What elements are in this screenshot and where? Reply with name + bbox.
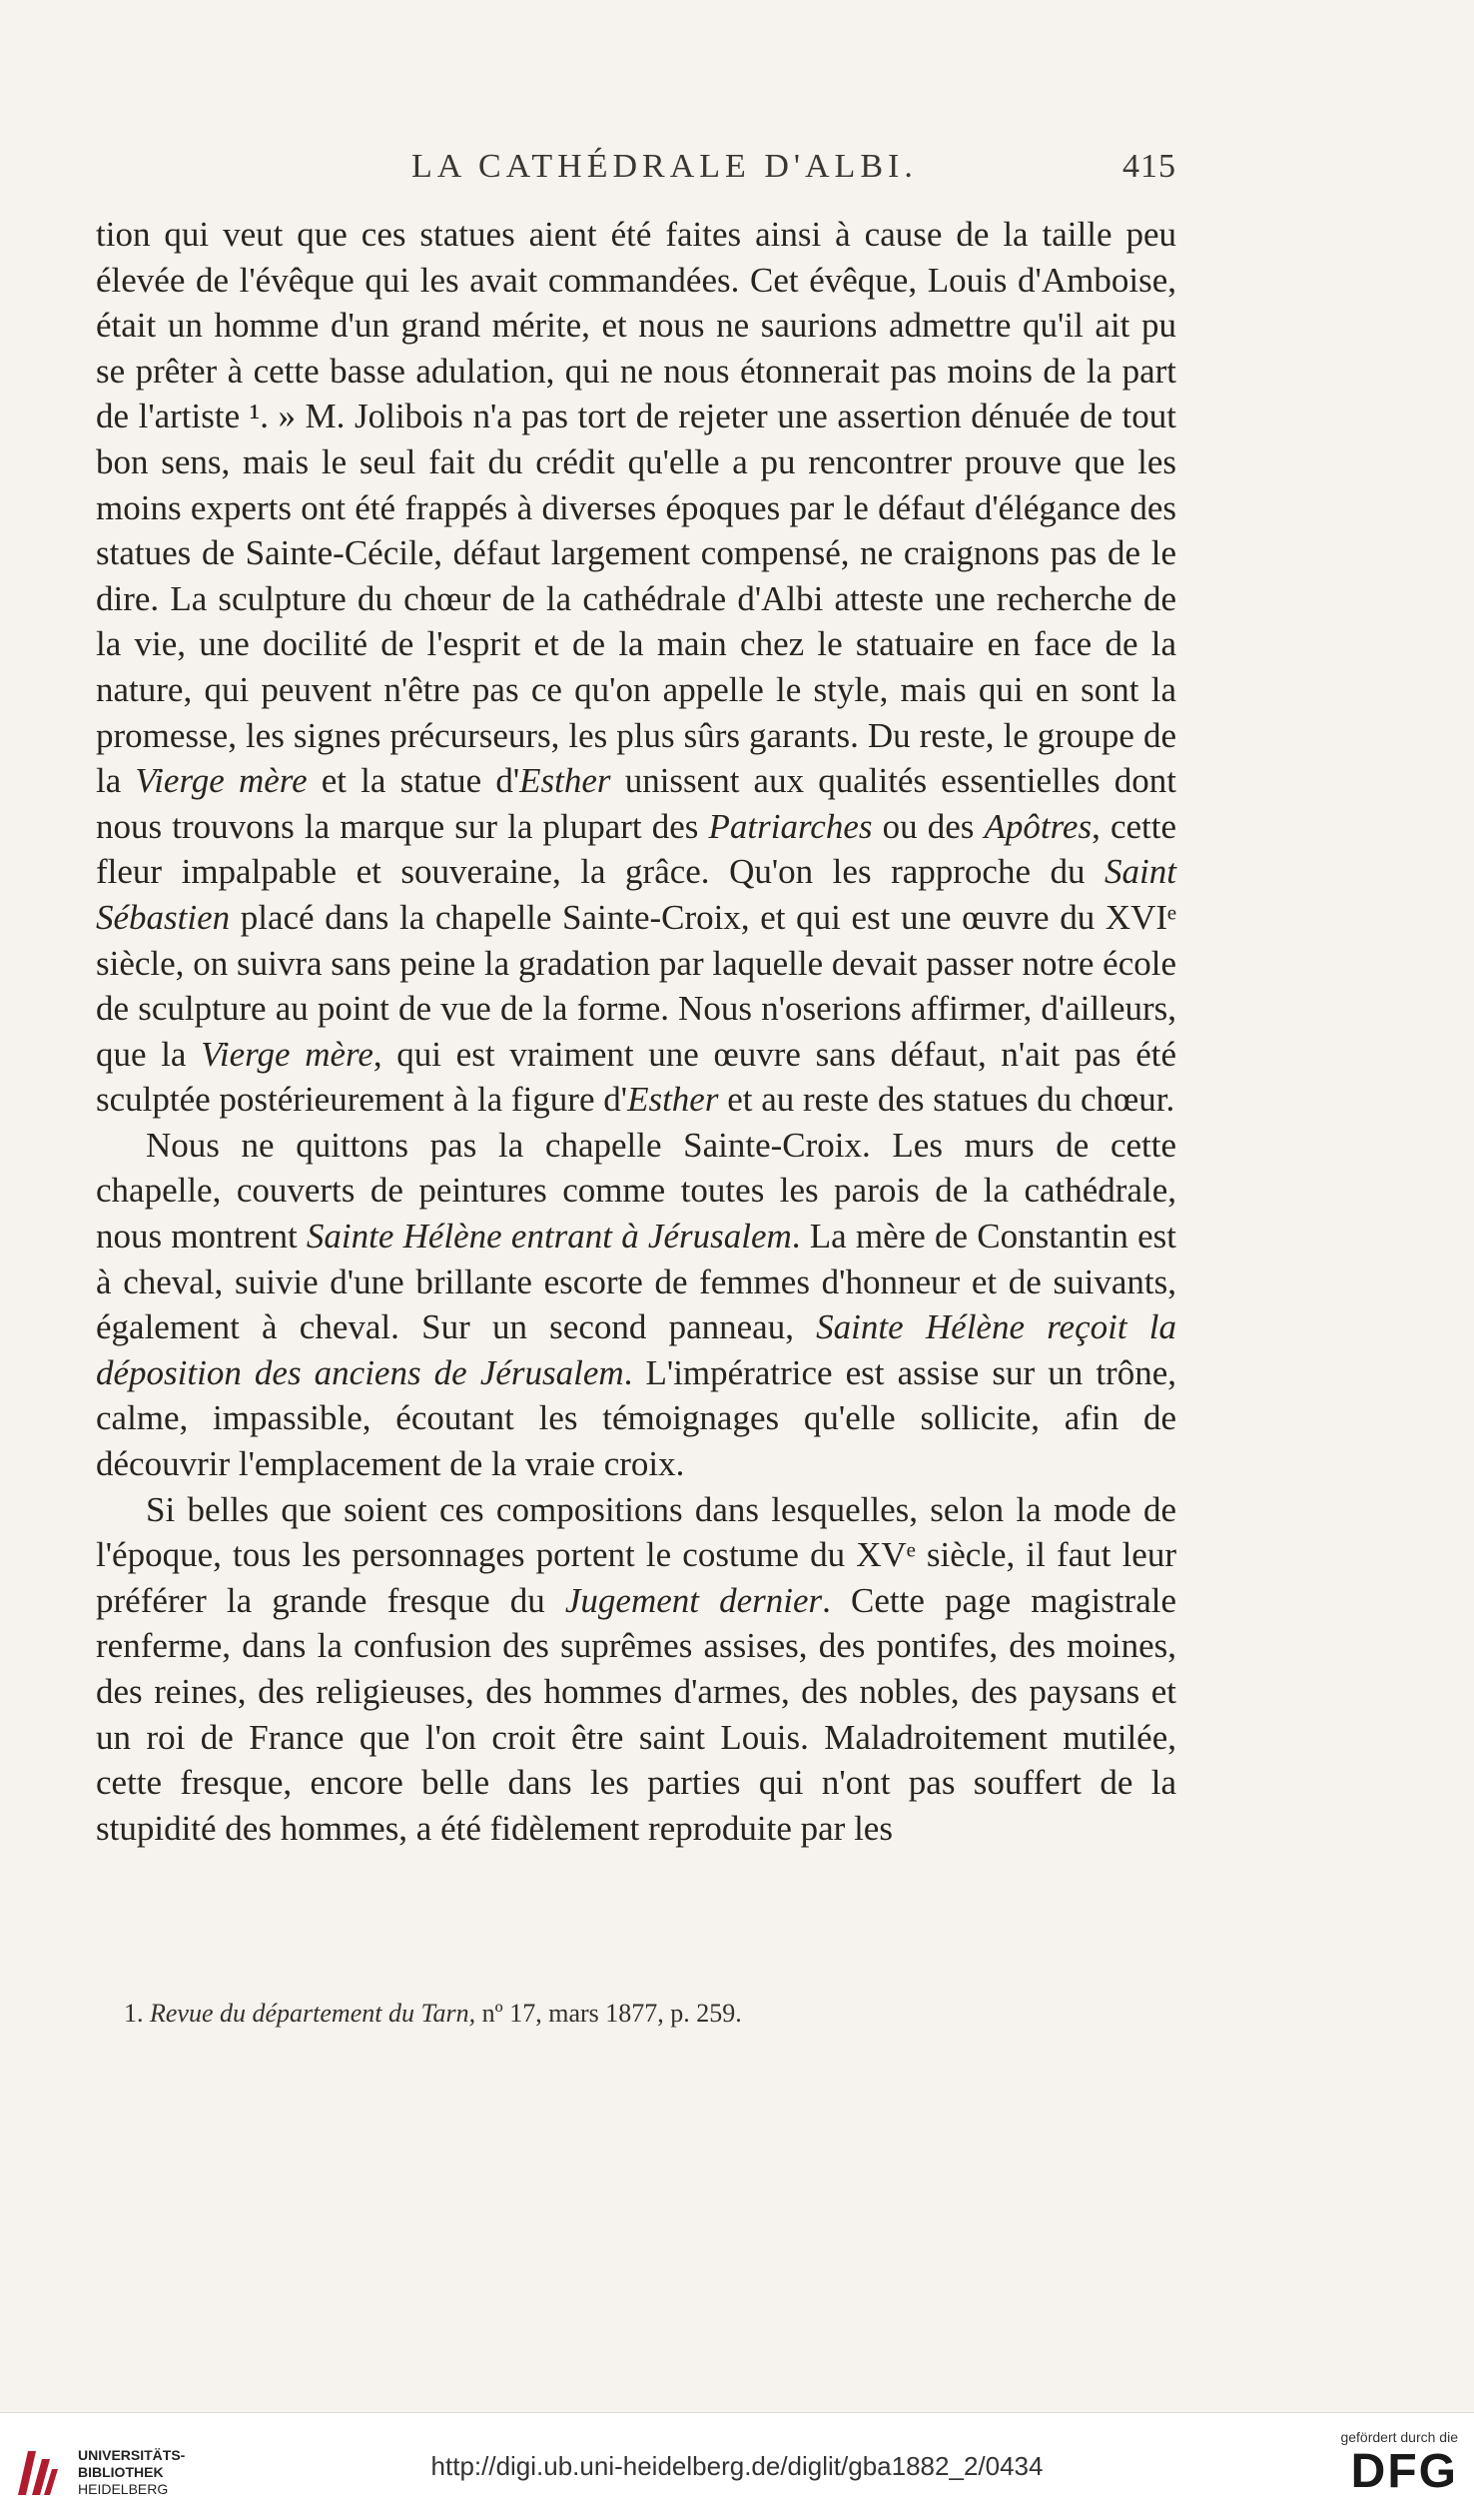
paragraph-2 xyxy=(96,1123,1176,1487)
body-text xyxy=(96,212,1176,1851)
running-header xyxy=(96,148,1176,198)
paragraph-3 xyxy=(96,1487,1176,1852)
dfg-wordmark: DFG xyxy=(1350,2445,1458,2498)
italic-run: Patriarches xyxy=(708,806,873,846)
running-title: LA CATHÉDRALE D'ALBI. xyxy=(411,148,918,185)
digitization-footer xyxy=(0,2412,1474,2520)
text-run: tion qui veut que ces statues aient été faites ainsi à cause de la taille peu élevée de l'évêque qui les avait commandées. Cet évêque, Louis d'Amboise, était un homme d'un grand mérite, et nous ne saurions admettre qu'il ait pu se prêter à cette basse adulation, qui ne nous étonnerait pas moins de la part de l'artiste ¹. » M. Jolibois n'a pas tort de rejeter une assertion dénuée de tout bon sens, mais le seul fait du crédit qu'elle a pu rencontrer prouve que les moins experts ont été frappés à diverses époques par le défaut d'élégance des statues de Sainte-Cécile, défaut largement compensé, ne craignons pas de le dire. La sculpture du chœur de la cathédrale d'Albi atteste une recherche de la vie, une docilité de l'esprit et de la main chez le statuaire en face de la nature, qui peuvent n'être pas ce qu'on appelle le style, mais qui en sont la promesse, les signes précurseurs, les plus sûrs garants. Du reste, le groupe de la xyxy=(96,215,1176,801)
footnote-source: Revue du département du Tarn, xyxy=(150,1999,476,2028)
text-run: unissent aux qualités essentielles dont nous trouvons la marque sur la plupart des xyxy=(96,761,1176,846)
footnote-marker: 1. xyxy=(124,1999,144,2028)
text-run: . L'impératrice est assise sur un trône, calme, impassible, écoutant les témoignages qu'elle sollicite, afin de découvrir l'emplacement de la vraie croix. xyxy=(96,1352,1176,1484)
italic-run: Vierge mère xyxy=(135,761,308,801)
italic-run: Sainte Hélène reçoit la déposition des anciens de Jérusalem xyxy=(96,1307,1176,1392)
text-run: ou des xyxy=(872,806,985,846)
text-run: . La mère de Constantin est à cheval, suivie d'une brillante escorte de femmes d'honneur et de suivants, également à cheval. Sur un second panneau, xyxy=(96,1217,1177,1347)
italic-run: Apôtres xyxy=(984,806,1093,846)
dfg-logo[interactable] xyxy=(1308,2429,1458,2499)
text-run: Nous ne quittons pas la chapelle Sainte-Croix. Les murs de cette chapelle, couverts de peintures comme toutes les parois de la cathédrale, nous montrent xyxy=(96,1125,1176,1257)
text-run: placé dans la chapelle Sainte-Croix, et qui est une œuvre du XVIᵉ siècle, on suivra sans peine la gradation par laquelle devait passer notre école de sculpture au point de vue de la forme. Nous n'oserions affirmer, d'ailleurs, que la xyxy=(96,897,1176,1074)
footnote-details: nº 17, mars 1877, p. 259. xyxy=(475,1999,742,2028)
footnote xyxy=(96,1999,1176,2029)
page-number: 415 xyxy=(1122,148,1176,185)
text-run: , cette fleur impalpable et souveraine, la grâce. Qu'on les rapproche du xyxy=(96,806,1176,892)
library-name: UNIVERSITÄTS- BIBLIOTHEK HEIDELBERG xyxy=(78,2447,186,2497)
text-run: et au reste des statues du chœur. xyxy=(718,1080,1175,1120)
italic-run: Esther xyxy=(627,1080,719,1120)
text-run: . Cette page magistrale renferme, dans la confusion des suprêmes assises, des pontifes, des moines, des reines, des religieuses, des hommes d'armes, des nobles, des paysans et un roi de France que l'on croit être saint Louis. Maladroitement mutilée, cette fresque, encore belle dans les parties qui n'ont pas souffert de la stupidité des hommes, a été fidèlement reproduite par les xyxy=(96,1580,1177,1848)
paragraph-1 xyxy=(96,212,1176,1123)
text-run: et la statue d' xyxy=(307,761,520,801)
italic-run: Vierge mère xyxy=(201,1034,373,1074)
text-run: Si belles que soient ces compositions dans lesquelles, selon la mode de l'époque, tous les personnages portent le costume du XVᵉ siècle, il faut leur préférer la grande fresque du xyxy=(96,1489,1176,1620)
text-run: , qui est vraiment une œuvre sans défaut, n'ait pas été sculptée postérieurement à la figure d' xyxy=(96,1034,1176,1120)
italic-run: Sainte Hélène entrant à Jérusalem xyxy=(306,1217,792,1257)
funding-text: gefördert durch die xyxy=(1340,2429,1458,2445)
italic-run: Saint Sébastien xyxy=(96,852,1176,937)
italic-run: Esther xyxy=(519,761,611,801)
italic-run: Jugement dernier xyxy=(564,1580,823,1620)
permalink-url[interactable]: http://digi.ub.uni-heidelberg.de/diglit/gba1882_2/0434 xyxy=(430,2451,1044,2481)
